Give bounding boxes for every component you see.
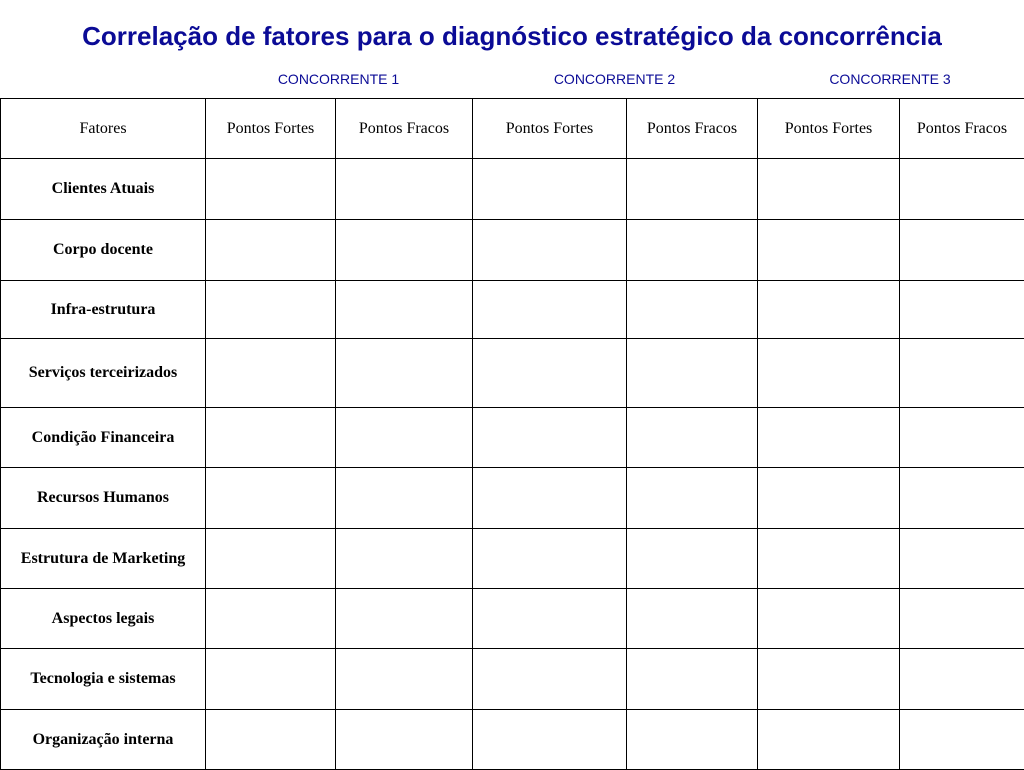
- table-cell[interactable]: [900, 159, 1024, 220]
- table-cell[interactable]: [758, 339, 900, 408]
- table-cell[interactable]: [336, 589, 473, 649]
- table-cell[interactable]: [336, 468, 473, 529]
- factor-label: Condição Financeira: [1, 408, 206, 468]
- table-cell[interactable]: [473, 468, 627, 529]
- table-cell[interactable]: [900, 710, 1024, 770]
- table-cell[interactable]: [206, 710, 336, 770]
- table-row: [1, 529, 1024, 589]
- table-cell[interactable]: [900, 649, 1024, 710]
- table-cell[interactable]: [627, 649, 758, 710]
- table-cell[interactable]: [473, 220, 627, 281]
- diagnosis-table: [0, 98, 1024, 770]
- header-c3-strengths: Pontos Fortes: [758, 99, 900, 159]
- table-cell[interactable]: [758, 159, 900, 220]
- header-c2-weaknesses: Pontos Fracos: [627, 99, 758, 159]
- table-cell[interactable]: [627, 589, 758, 649]
- competitor-3-label: CONCORRENTE 3: [757, 68, 1023, 90]
- table-cell[interactable]: [206, 339, 336, 408]
- table-cell[interactable]: [627, 710, 758, 770]
- competitor-2-label: CONCORRENTE 2: [472, 68, 757, 90]
- table-cell[interactable]: [900, 468, 1024, 529]
- table-cell[interactable]: [206, 529, 336, 589]
- table-cell[interactable]: [336, 710, 473, 770]
- table-cell[interactable]: [473, 589, 627, 649]
- table-cell[interactable]: [627, 468, 758, 529]
- table-cell[interactable]: [473, 529, 627, 589]
- table-cell[interactable]: [900, 589, 1024, 649]
- factor-label: Corpo docente: [1, 220, 206, 281]
- table-cell[interactable]: [336, 159, 473, 220]
- table-cell[interactable]: [473, 281, 627, 339]
- table-row: [1, 408, 1024, 468]
- factor-label: Infra-estrutura: [1, 281, 206, 339]
- table-row: [1, 468, 1024, 529]
- table-cell[interactable]: [206, 589, 336, 649]
- table-row: [1, 159, 1024, 220]
- factor-label: Estrutura de Marketing: [1, 529, 206, 589]
- table-cell[interactable]: [473, 159, 627, 220]
- factor-label: Tecnologia e sistemas: [1, 649, 206, 710]
- table-cell[interactable]: [473, 408, 627, 468]
- table-cell[interactable]: [758, 281, 900, 339]
- table-cell[interactable]: [336, 339, 473, 408]
- table-cell[interactable]: [336, 220, 473, 281]
- table-cell[interactable]: [900, 339, 1024, 408]
- table-cell[interactable]: [758, 468, 900, 529]
- table-cell[interactable]: [758, 710, 900, 770]
- factor-label: Organização interna: [1, 710, 206, 770]
- factor-label: Aspectos legais: [1, 589, 206, 649]
- header-c3-weaknesses: Pontos Fracos: [900, 99, 1024, 159]
- table-cell[interactable]: [627, 159, 758, 220]
- table-cell[interactable]: [627, 220, 758, 281]
- table-cell[interactable]: [206, 159, 336, 220]
- table-cell[interactable]: [900, 529, 1024, 589]
- header-c1-weaknesses: Pontos Fracos: [336, 99, 473, 159]
- table-cell[interactable]: [758, 589, 900, 649]
- header-c2-strengths: Pontos Fortes: [473, 99, 627, 159]
- table-row: [1, 339, 1024, 408]
- table-cell[interactable]: [336, 649, 473, 710]
- table-cell[interactable]: [758, 408, 900, 468]
- factor-label: Recursos Humanos: [1, 468, 206, 529]
- header-factors: Fatores: [1, 99, 206, 159]
- factor-label: Serviços terceirizados: [1, 339, 206, 408]
- table-row: [1, 710, 1024, 770]
- page-title: Correlação de fatores para o diagnóstico estratégico da concorrência: [0, 18, 1024, 54]
- header-c1-strengths: Pontos Fortes: [206, 99, 336, 159]
- table-cell[interactable]: [336, 529, 473, 589]
- table-cell[interactable]: [627, 339, 758, 408]
- table-cell[interactable]: [206, 649, 336, 710]
- table-cell[interactable]: [627, 281, 758, 339]
- table-cell[interactable]: [473, 710, 627, 770]
- table-cell[interactable]: [900, 408, 1024, 468]
- table-cell[interactable]: [473, 339, 627, 408]
- table-cell[interactable]: [627, 408, 758, 468]
- table-cell[interactable]: [206, 468, 336, 529]
- table-cell[interactable]: [473, 649, 627, 710]
- table-cell[interactable]: [900, 220, 1024, 281]
- table-cell[interactable]: [336, 408, 473, 468]
- table-cell[interactable]: [758, 649, 900, 710]
- table-row: [1, 220, 1024, 281]
- factor-label: Clientes Atuais: [1, 159, 206, 220]
- table-cell[interactable]: [206, 408, 336, 468]
- table-row: [1, 589, 1024, 649]
- table-cell[interactable]: [206, 281, 336, 339]
- table-cell[interactable]: [758, 529, 900, 589]
- table-cell[interactable]: [336, 281, 473, 339]
- table-header-row: [1, 99, 1024, 159]
- table-row: [1, 281, 1024, 339]
- table-cell[interactable]: [206, 220, 336, 281]
- table-cell[interactable]: [758, 220, 900, 281]
- table-cell[interactable]: [627, 529, 758, 589]
- competitor-1-label: CONCORRENTE 1: [205, 68, 472, 90]
- table-cell[interactable]: [900, 281, 1024, 339]
- table-row: [1, 649, 1024, 710]
